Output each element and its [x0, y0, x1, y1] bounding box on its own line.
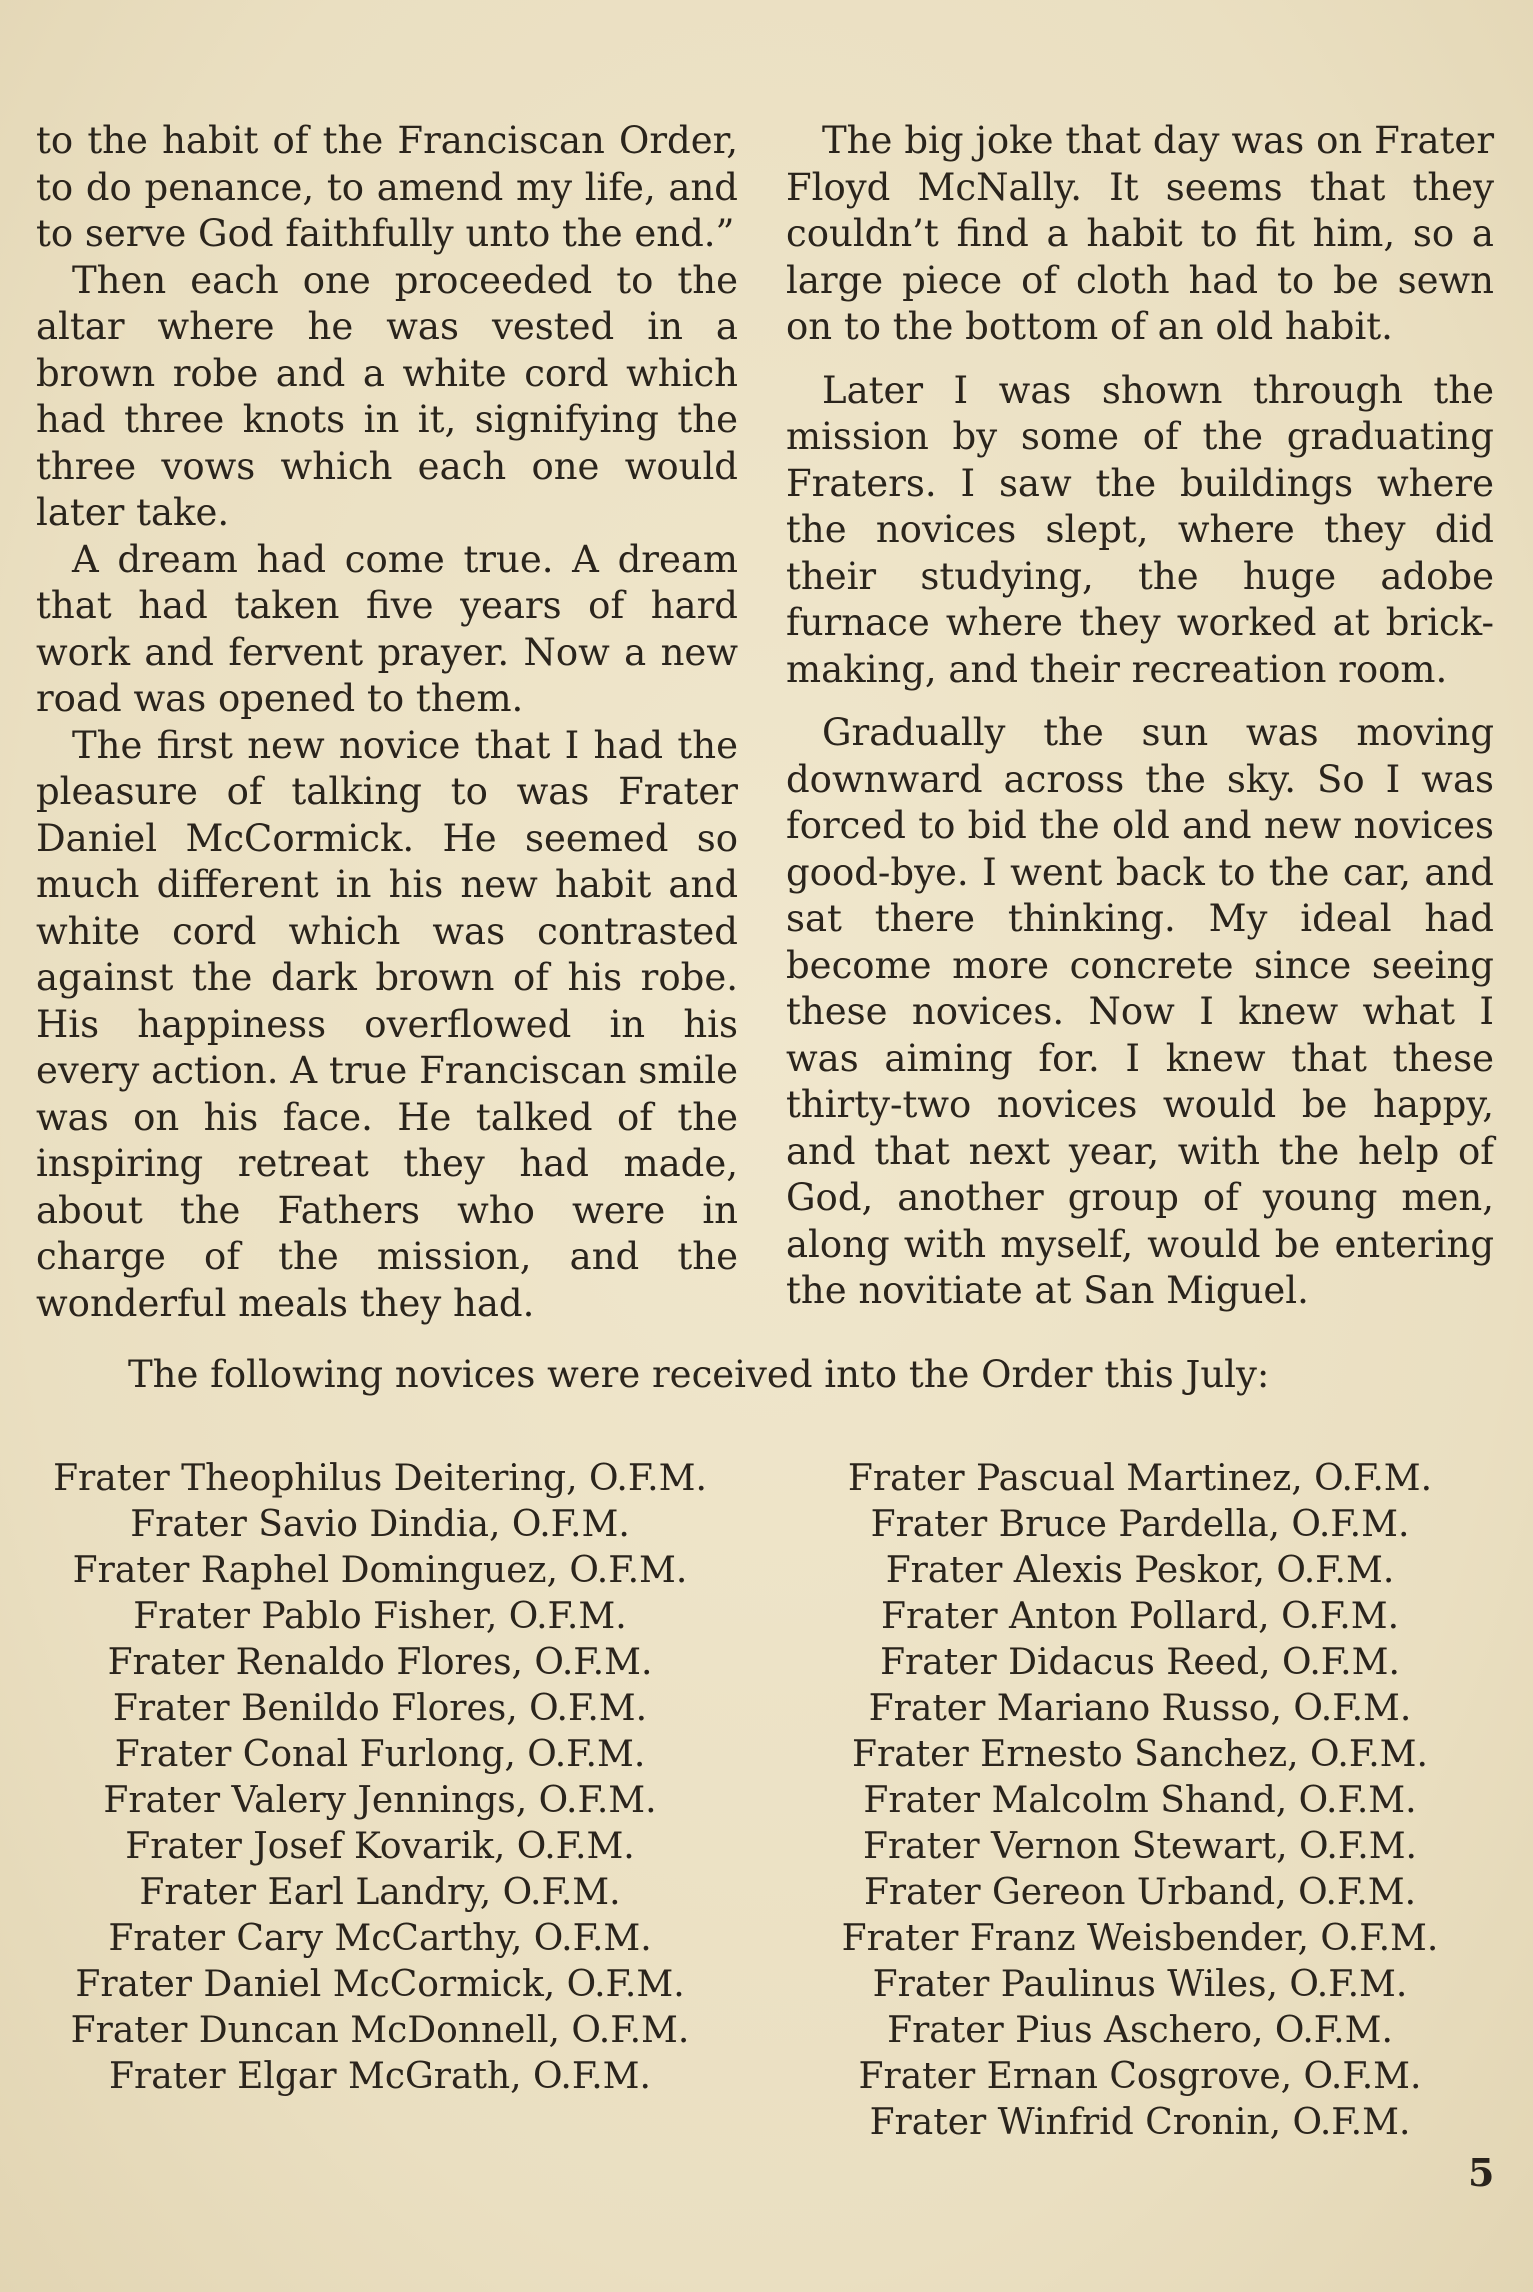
list-item: Frater Theophilus Deitering, O.F.M.: [53, 1458, 707, 1499]
list-item: Frater Benildo Flores, O.F.M.: [112, 1688, 648, 1729]
list-item: Frater Paulinus Wiles, O.F.M.: [872, 1964, 1408, 2005]
list-item: Frater Renaldo Flores, O.F.M.: [107, 1642, 653, 1683]
list-item: Frater Bruce Pardella, O.F.M.: [870, 1504, 1410, 1545]
paragraph: The first new novice that I had the pleasure of talking to was Frater Daniel McCormick. He seemed so much different in his new habit and white cord which was contrasted against the dark brown of his robe. His happiness overflowed in his every action. A true Franciscan smile was on his face. He talked of the inspiring retreat they had made, about the Fathers who were in charge of the mission, and the wonderful meals they had.: [36, 723, 738, 1325]
novices-list-right: [780, 1456, 1500, 2146]
list-item: Frater Vernon Stewart, O.F.M.: [862, 1826, 1417, 1867]
paragraph: The big joke that day was on Frater Floyd McNally. It seems that they couldn’t find a habit to fit him, so a large piece of cloth had to be sewn on to the bottom of an old habit.: [786, 119, 1494, 348]
page-number: 5: [1468, 2150, 1495, 2195]
list-item: Frater Didacus Reed, O.F.M.: [880, 1642, 1400, 1683]
list-item: Frater Pascual Martinez, O.F.M.: [847, 1458, 1433, 1499]
right-column: [786, 118, 1494, 1315]
list-item: Frater Pius Aschero, O.F.M.: [887, 2010, 1393, 2051]
list-item: Frater Daniel McCormick, O.F.M.: [75, 1964, 685, 2005]
novices-list-left: [30, 1456, 730, 2100]
list-item: Frater Pablo Fisher, O.F.M.: [133, 1596, 627, 1637]
list-item: Frater Malcolm Shand, O.F.M.: [863, 1780, 1417, 1821]
list-item: Frater Elgar McGrath, O.F.M.: [109, 2056, 651, 2097]
list-item: Frater Duncan McDonnell, O.F.M.: [70, 2010, 690, 2051]
list-item: Frater Franz Weisbender, O.F.M.: [841, 1918, 1439, 1959]
novices-intro: The following novices were received into the Order this July:: [128, 1353, 1270, 1396]
paragraph: Gradually the sun was moving downward across the sky. So I was forced to bid the old and new novices good-bye. I went back to the car, and sat there thinking. My ideal had become more concrete since seeing these novices. Now I knew what I was aiming for. I knew that these thirty-two novices would be happy, and that next year, with the help of God, another group of young men, along with myself, would be entering the novitiate at San Miguel.: [786, 711, 1494, 1312]
list-item: Frater Gereon Urband, O.F.M.: [863, 1872, 1417, 1913]
list-item: Frater Valery Jennings, O.F.M.: [103, 1780, 657, 1821]
list-item: Frater Earl Landry, O.F.M.: [139, 1872, 621, 1913]
list-item: Frater Conal Furlong, O.F.M.: [114, 1734, 646, 1775]
list-item: Frater Ernesto Sanchez, O.F.M.: [852, 1734, 1428, 1775]
paragraph: Later I was shown through the mission by some of the graduating Fraters. I saw the buildings where the novices slept, where they did their studying, the huge adobe furnace where they worked at brick-making, and their recreation room.: [786, 368, 1494, 691]
list-item: Frater Josef Kovarik, O.F.M.: [125, 1826, 635, 1867]
list-item: Frater Ernan Cosgrove, O.F.M.: [858, 2056, 1422, 2097]
paragraph: Then each one proceeded to the altar where he was vested in a brown robe and a white cord which had three knots in it, signifying the three vows which each one would later take.: [36, 258, 738, 534]
list-item: Frater Alexis Peskor, O.F.M.: [885, 1550, 1395, 1591]
list-item: Frater Savio Dindia, O.F.M.: [130, 1504, 630, 1545]
list-item: Frater Cary McCarthy, O.F.M.: [108, 1918, 652, 1959]
paragraph: A dream had come true. A dream that had taken five years of hard work and fervent prayer. Now a new road was opened to them.: [36, 537, 738, 720]
list-item: Frater Anton Pollard, O.F.M.: [880, 1596, 1400, 1637]
list-item: Frater Raphel Dominguez, O.F.M.: [72, 1550, 688, 1591]
left-column: [36, 118, 738, 1327]
paragraph: to the habit of the Franciscan Order, to do penance, to amend my life, and to serve God faithfully unto the end.”: [36, 119, 738, 255]
list-item: Frater Mariano Russo, O.F.M.: [868, 1688, 1412, 1729]
list-item: Frater Winfrid Cronin, O.F.M.: [869, 2102, 1411, 2143]
